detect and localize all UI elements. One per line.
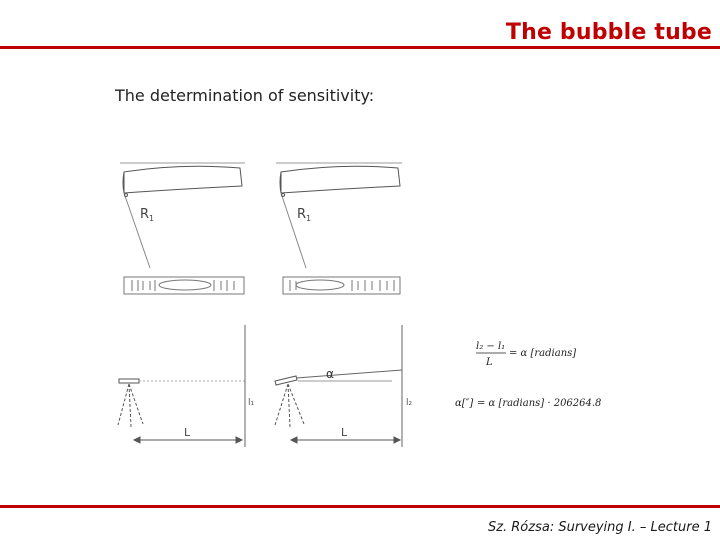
slide-subtitle: The determination of sensitivity:: [115, 86, 375, 105]
radius-label-right: $R_1$: [297, 207, 312, 223]
reading-l2-label: l₂: [406, 398, 413, 408]
formula-radians: [476, 341, 576, 368]
formula-2-lhs: α[″]: [455, 398, 474, 409]
bubble-tube-diagram-left: [120, 163, 245, 268]
vial-scale-left: [124, 277, 244, 294]
reading-l1-label: l₁: [248, 398, 255, 408]
distance-label-left: L: [184, 426, 191, 439]
footer-text: Sz. Rózsa: Surveying I. – Lecture 1: [487, 520, 712, 535]
formula-2-rhs: = α [radians] · 206264.8: [477, 398, 602, 409]
vial-scale-right: [283, 277, 400, 294]
distance-label-right: L: [341, 426, 348, 439]
tripod-right: [275, 325, 402, 447]
angle-alpha-label: α: [326, 367, 334, 381]
formula-1-rhs: = α [radians]: [509, 348, 577, 359]
formula-1-denominator: L: [486, 357, 493, 368]
formula-1-numerator: l₂ − l₁: [476, 341, 506, 352]
slide-title: The bubble tube: [505, 20, 712, 45]
bubble-tube-diagram-right: [276, 163, 402, 268]
radius-label-left: $R_1$: [140, 207, 155, 223]
formula-seconds: [455, 398, 601, 409]
footer-rule: [0, 505, 720, 508]
tripod-left: [118, 325, 245, 447]
